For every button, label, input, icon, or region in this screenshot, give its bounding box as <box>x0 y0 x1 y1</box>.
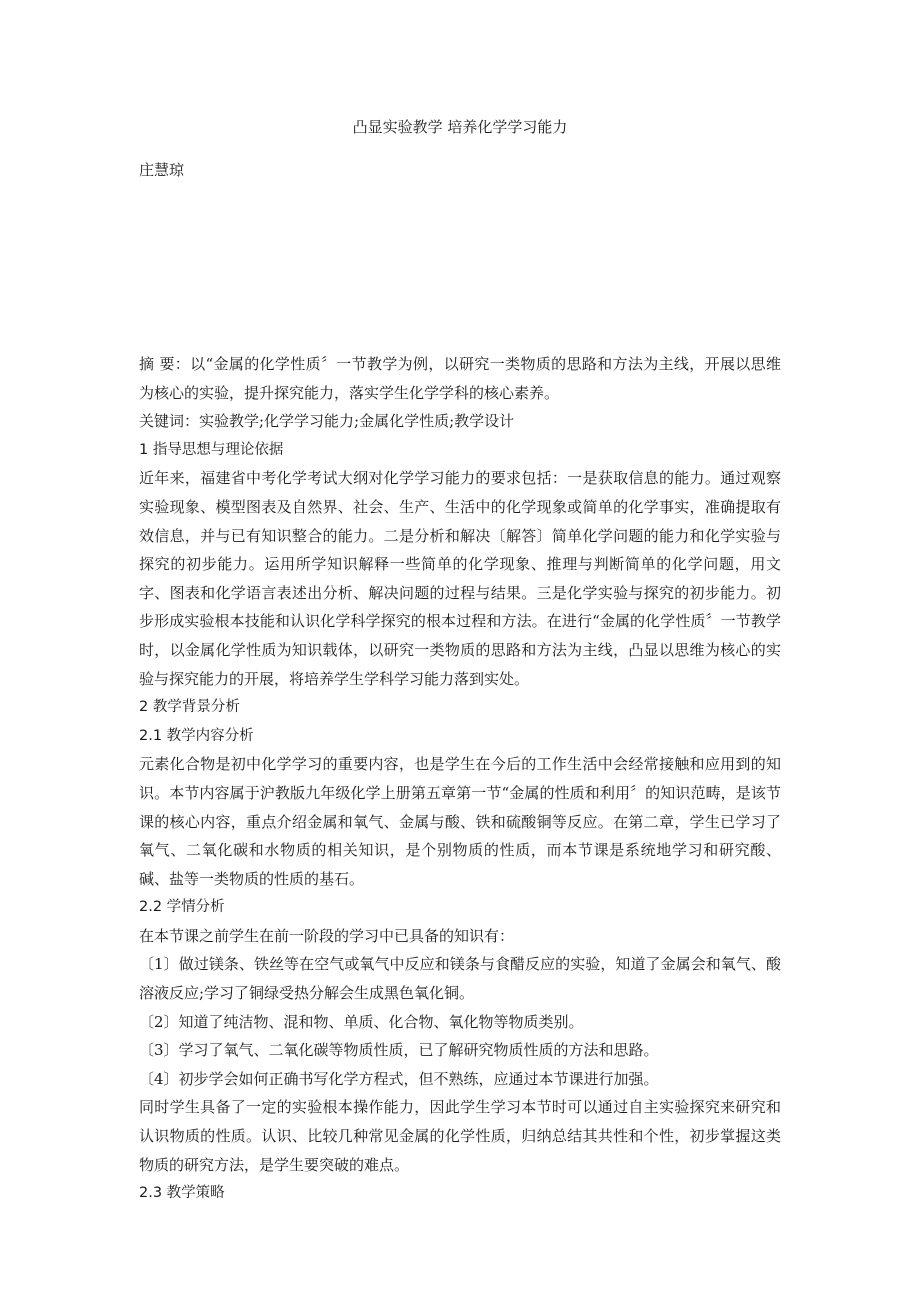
document-body <box>139 350 781 1208</box>
section-2-3-heading: 2.3 教学策略 <box>139 1185 225 1202</box>
abstract-paragraph <box>139 350 781 407</box>
list-item-3: 〔3〕学习了氧气、二氧化碳等物质性质，已了解研究物质性质的方法和思路。 <box>139 1041 659 1060</box>
list-item-4: 〔4〕初步学会如何正确书写化学方程式，但不熟练，应通过本节课进行加强。 <box>139 1069 659 1088</box>
abstract-label: 摘 要： <box>139 355 191 373</box>
abstract-text: 以“金属的化学性质〞一节教学为例，以研究一类物质的思路和方法为主线，开展以思维为核心的实验，提升探究能力，落实学生化学学科的核心素养。 <box>139 355 781 402</box>
list-item-1: 〔1〕做过镁条、铁丝等在空气或氧气中反应和镁条与食醋反应的实验，知道了金属会和氧气、酸溶液反应;学习了铜绿受热分解会生成黑色氧化铜。 <box>139 955 781 1003</box>
section-1-paragraph: 近年来，福建省中考化学考试大纲对化学学习能力的要求包括：一是获取信息的能力。通过观察实验现象、模型图表及自然界、社会、生产、生活中的化学现象或简单的化学事实，准确提取有效信息，并与已有知识整合的能力。二是分析和解决〔解答〕简单化学问题的能力和化学实验与探究的初步能力。运用所学知识解释一些简单的化学现象、推理与判断简单的化学问题，用文字、图表和化学语言表述出分析、解决问题的过程与结果。三是化学实验与探究的初步能力。初步形成实验根本技能和认识化学科学探究的根本过程和方法。在进行“金属的化学性质〞一节教学时，以金属化学性质为知识载体，以研究一类物质的思路和方法为主线，凸显以思维为核心的实验与探究能力的开展，将培养学生学科学习能力落到实处。 <box>139 469 781 688</box>
page-title: 凸显实验教学 培养化学学习能力 <box>352 118 568 136</box>
keywords-line: 关键词：实验教学;化学学习能力;金属化学性质;教学设计 <box>139 412 515 431</box>
list-item-2: 〔2〕知道了纯洁物、混和物、单质、化合物、氧化物等物质类别。 <box>139 1012 584 1031</box>
section-2-2-intro: 在本节课之前学生在前一阶段的学习中已具备的知识有： <box>139 926 515 945</box>
section-2-heading: 2 教学背景分析 <box>139 699 240 716</box>
section-2-1-paragraph: 元素化合物是初中化学学习的重要内容，也是学生在今后的工作生活中会经常接触和应用到的知识。本节内容属于沪教版九年级化学上册第五章第一节“金属的性质和利用〞的知识范畴，是该节课的核心内容，重点介绍金属和氧气、金属与酸、铁和硫酸铜等反应。在第二章，学生已学习了氧气、二氧化碳和水物质的相关知识，是个别物质的性质，而本节课是系统地学习和研究酸、碱、盐等一类物质的性质的基石。 <box>139 755 781 888</box>
section-2-1-heading: 2.1 教学内容分析 <box>139 727 254 744</box>
section-2-2-heading: 2.2 学情分析 <box>139 899 225 916</box>
author-name: 庄慧琼 <box>139 161 185 179</box>
section-2-2-paragraph: 同时学生具备了一定的实验根本操作能力，因此学生学习本节时可以通过自主实验探究来研究和认识物质的性质。认识、比较几种常见金属的化学性质，归纳总结其共性和个性，初步掌握这类物质的研究方法，是学生要突破的难点。 <box>139 1098 781 1174</box>
section-1-heading: 1 指导思想与理论依据 <box>139 441 284 458</box>
